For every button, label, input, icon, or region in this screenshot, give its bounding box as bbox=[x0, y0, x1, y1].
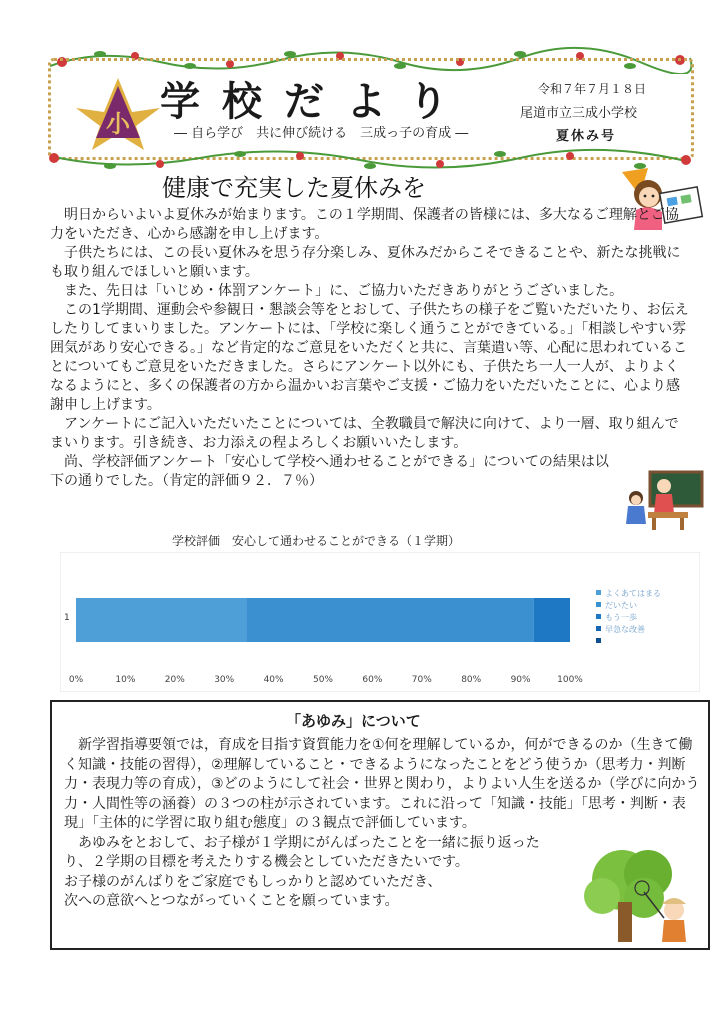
chart-x-tick-label: 80% bbox=[461, 675, 482, 685]
ayumi-title: 「あゆみ」について bbox=[286, 712, 421, 730]
chart-legend-swatch bbox=[596, 602, 601, 607]
chart-x-tick-label: 100% bbox=[557, 675, 583, 685]
school-logo-icon bbox=[70, 72, 166, 152]
chart-x-tick-label: 70% bbox=[411, 675, 432, 685]
article-paragraph: 子供たちには、この長い夏休みを思う存分楽しみ、夏休みだからこそできることや、新たな挑戦にも取り組んでほしいと願います。 bbox=[50, 245, 681, 280]
ayumi-paragraph: 新学習指導要領では，育成を目指す資質能力を①何を理解しているか，何ができるのか（生きて働く知識・技能の習得），②理解していること・できるようになったことをどう使うか（思考力・判断力・表現力等の育成），③どのようにして社会・世界と関わり，よりよい人生を送るか（学びに向かう力・人間性等の涵養）の３つの柱が示されています。これに沿って「知識・技能」「思考・判断・表現」「主体的に学習に取り組む態度」の３観点で評価しています。 bbox=[64, 737, 700, 831]
chart-title: 学校評価 安心して通わせることができる（１学期） bbox=[172, 534, 461, 548]
issue-date: 令和７年７月１８日 bbox=[538, 82, 647, 96]
chart-x-tick-label: 0% bbox=[68, 675, 84, 685]
ayumi-paragraph: あゆみをとおして、お子様が１学期にがんばったことを一緒に振り返ったり、２学期の目標を考えたりする機会としていただきたいです。 bbox=[64, 834, 540, 870]
chart-legend-label: よくあてはまる bbox=[605, 589, 661, 598]
article-body bbox=[50, 206, 690, 491]
chart-legend-swatch bbox=[596, 638, 601, 643]
chart-bar-segment bbox=[246, 598, 534, 642]
article-heading: 健康で充実した夏休みを bbox=[162, 174, 426, 202]
logo-glyph: 小 bbox=[106, 109, 130, 138]
school-name: 尾道市立三成小学校 bbox=[520, 106, 638, 121]
chart-x-tick-label: 20% bbox=[164, 675, 185, 685]
chart-x-tick-label: 60% bbox=[362, 675, 383, 685]
school-motto: ― 自ら学び 共に伸び続ける 三成っ子の育成 ― bbox=[174, 126, 469, 141]
article-paragraph: この1学期間、運動会や参観日・懇談会等をとおして、子供たちの様子をご覧いただいたり、お伝えしたりしてまいりました。アンケートには、「学校に楽しく通うことができている。」「相談しやすい雰囲気があり安心できる。」など肯定的なご意見をいただくと共に、言葉遣い等、心配に思われていることについてもご意見をいただきました。さらにアンケート以外にも、子供たち一人一人が、よりよくなるようにと、多くの保護者の方から温かいお言葉やご支援・ご協力をいただいたことに、心より感謝申し上げます。 bbox=[50, 302, 689, 413]
chart-bar-segment bbox=[534, 598, 570, 642]
chart-category-label: 1 bbox=[64, 613, 70, 623]
chart-legend-swatch bbox=[596, 626, 601, 631]
article-paragraph: 明日からいよいよ夏休みが始まります。この１学期間、保護者の皆様には、多大なるご理解とご協力をいただき、心から感謝を申し上げます。 bbox=[50, 207, 679, 242]
ayumi-closing-line: お子様のがんばりをご家庭でもしっかりと認めていただき、 bbox=[64, 873, 442, 890]
chart-x-tick-label: 40% bbox=[263, 675, 284, 685]
chart-legend-label: だいたい bbox=[605, 601, 637, 610]
ayumi-closing-line: 次への意欲へとつながっていくことを願っています。 bbox=[64, 893, 399, 909]
article-paragraph: また、先日は「いじめ・体罰アンケート」に、ご協力いただきありがとうございました。 bbox=[64, 283, 624, 299]
evaluation-bar-chart bbox=[60, 552, 700, 692]
article-paragraph: アンケートにご記入いただいたことについては、全教職員で解決に向けて、より一層、取り組んでまいります。引き続き、お力添えの程よろしくお願いいたします。 bbox=[50, 416, 679, 451]
chart-legend-label: もう一歩 bbox=[605, 613, 637, 622]
tree-child-illustration-icon bbox=[578, 846, 700, 946]
newsletter-title: 学校だより bbox=[160, 78, 470, 125]
article-paragraph: 尚、学校評価アンケート「安心して学校へ通わせることができる」についての結果は以下の通りでした。（肯定的評価９２．７％） bbox=[50, 454, 609, 489]
chart-legend-swatch bbox=[596, 590, 601, 595]
chart-legend-swatch bbox=[596, 614, 601, 619]
issue-name: 夏休み号 bbox=[556, 129, 617, 144]
chart-x-tick-label: 90% bbox=[510, 675, 531, 685]
chart-legend-label: 早急な改善 bbox=[605, 625, 645, 634]
chart-x-tick-label: 30% bbox=[214, 675, 235, 685]
chart-x-tick-label: 10% bbox=[115, 675, 136, 685]
chart-bar-segment bbox=[76, 598, 246, 642]
teacher-blackboard-illustration-icon bbox=[620, 468, 704, 532]
chart-x-tick-label: 50% bbox=[312, 675, 334, 685]
